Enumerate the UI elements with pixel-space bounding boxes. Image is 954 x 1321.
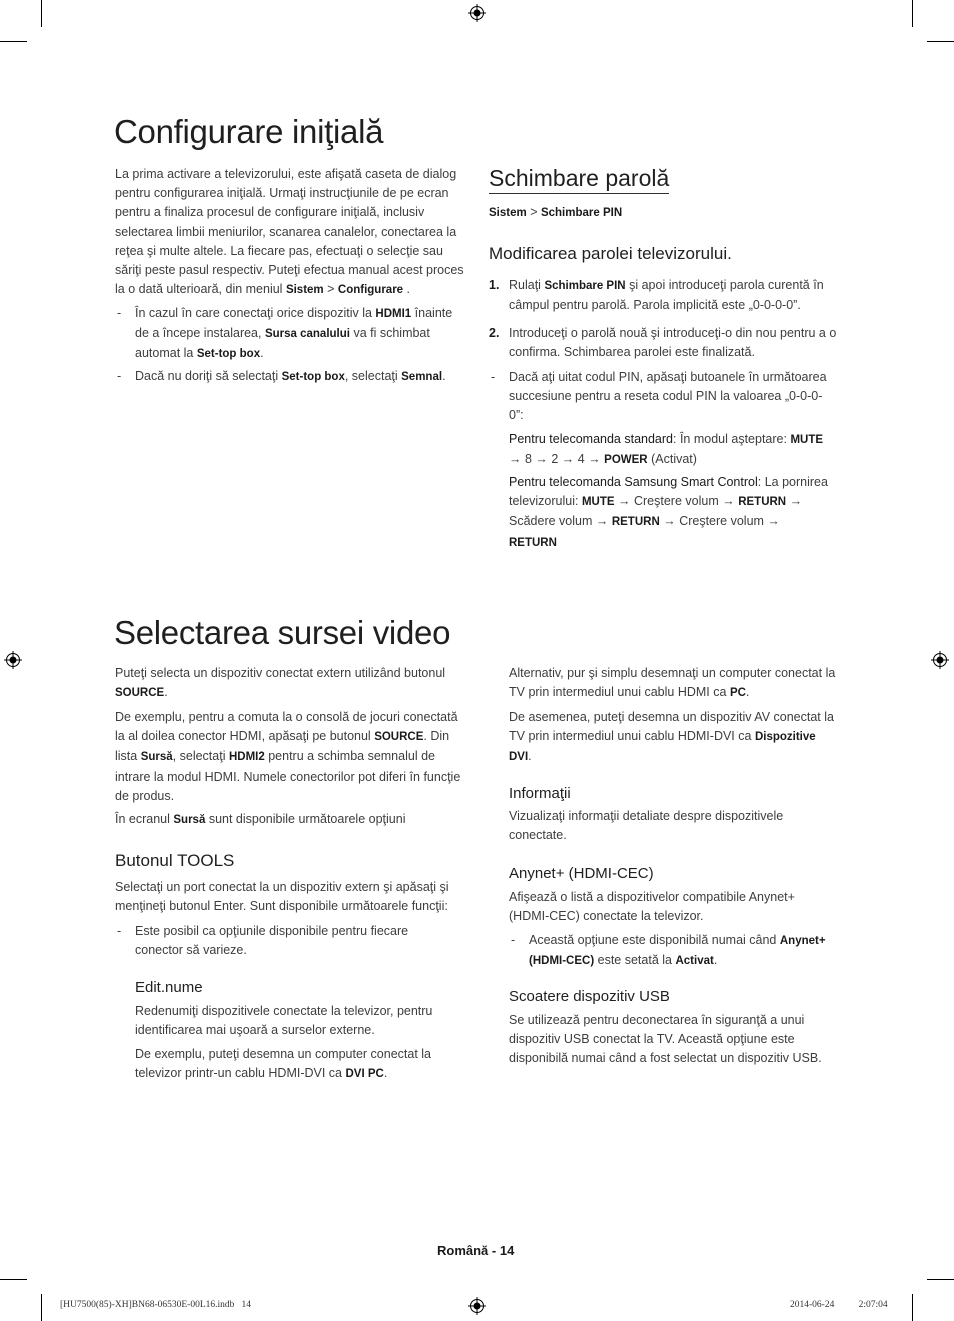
crop-mark bbox=[912, 1294, 913, 1321]
tools-note: - Este posibil ca opţiunile disponibile pentru fiecare conector să varieze. bbox=[117, 924, 409, 958]
usb-text: Se utilizează pentru deconectarea în siguranţă a unui dispozitiv USB conectat la TV. Această opţiune este disponibilă numai când a fost selectat un dispozitiv USB. bbox=[509, 1013, 822, 1066]
parola-standard-remote: Pentru telecomanda standard: În modul aşteptare: MUTE → 8 → 2 → 4 → POWER (Activat) bbox=[509, 432, 824, 467]
tools-title: Butonul TOOLS bbox=[115, 851, 235, 870]
usb-title: Scoatere dispozitiv USB bbox=[509, 988, 670, 1005]
info-text: Vizualizaţi informaţii detaliate despre dispozitivele conectate. bbox=[509, 809, 784, 843]
crop-mark bbox=[41, 1294, 42, 1321]
edit-p1: Redenumiţi dispozitivele conectate la televizor, pentru identificarea mai uşoară a surselor externe. bbox=[135, 1004, 433, 1038]
edit-p2: De exemplu, puteţi desemna un computer conectat la televizor printr-un cablu HDMI-DVI ca DVI PC. bbox=[135, 1047, 432, 1081]
registration-mark-icon bbox=[4, 651, 22, 669]
crop-mark bbox=[41, 0, 42, 27]
crop-mark bbox=[927, 1279, 954, 1280]
anynet-title: Anynet+ (HDMI-CEC) bbox=[509, 865, 654, 882]
anynet-text: Afişează o listă a dispozitivelor compatibile Anynet+ (HDMI-CEC) conectate la televizor. bbox=[509, 890, 795, 924]
parola-step-2: 2. Introduceţi o parolă nouă şi introduceţi-o din nou pentru a o confirma. Schimbarea parolei este finalizată. bbox=[489, 326, 837, 360]
print-slug-left: [HU7500(85)-XH]BN68-06530E-00L16.indb 14 bbox=[60, 1300, 252, 1310]
edit-title: Edit.nume bbox=[135, 979, 203, 996]
tools-text: Selectaţi un port conectat la un dispozitiv extern şi apăsaţi şi menţineţi butonul Enter. Sunt disponibile următoarele funcţii: bbox=[115, 880, 449, 914]
sursa-r1: Alternativ, pur şi simplu desemnaţi un computer conectat la TV prin intermediul unui cablu HDMI ca PC. bbox=[509, 666, 836, 700]
crop-mark bbox=[0, 1279, 27, 1280]
sursa-p3: În ecranul Sursă sunt disponibile următoarele opţiuni bbox=[115, 812, 406, 826]
crop-mark bbox=[912, 0, 913, 27]
sursa-title: Selectarea sursei video bbox=[114, 614, 451, 651]
parola-smart-remote: Pentru telecomanda Samsung Smart Control: La pornirea televizorului: MUTE → Creştere volum → RETURN → Scădere volum → RETURN → Creştere volum → RETURN bbox=[509, 475, 828, 549]
anynet-note: - Această opţiune este disponibilă numai când Anynet+ (HDMI-CEC) este setată la Activat. bbox=[511, 933, 826, 968]
sursa-p2: De exemplu, pentru a comuta la o consolă de jocuri conectată la al doilea conector HDMI, apăsaţi pe butonul SOURCE. Din lista Sursă, selectaţi HDMI2 pentru a schimba semnalul de intrare la modul HDMI. Numele conectorilor pot diferi în funcţie de produs. bbox=[115, 710, 461, 803]
parola-note: - Dacă aţi uitat codul PIN, apăsaţi butoanele în următoarea succesiune pentru a reseta codul PIN la valoarea „0-0-0-0”: bbox=[491, 370, 827, 423]
registration-mark-icon bbox=[468, 4, 486, 22]
config-note-settop: - Dacă nu doriţi să selectaţi Set-top box, selectaţi Semnal. bbox=[117, 369, 446, 383]
parola-subtitle: Modificarea parolei televizorului. bbox=[489, 244, 732, 263]
breadcrumb: Sistem > Schimbare PIN bbox=[489, 205, 623, 219]
parola-step-1: 1. Rulaţi Schimbare PIN şi apoi introduceţi parola curentă în câmpul pentru parolă. Parola implicită este „0-0-0-0”. bbox=[489, 278, 824, 313]
info-title: Informaţii bbox=[509, 785, 571, 802]
crop-mark bbox=[0, 41, 27, 42]
page-number: Română - 14 bbox=[437, 1243, 515, 1258]
sursa-p1: Puteţi selecta un dispozitiv conectat extern utilizând butonul SOURCE. bbox=[115, 666, 446, 700]
registration-mark-icon bbox=[468, 1297, 486, 1315]
crop-mark bbox=[927, 41, 954, 42]
registration-mark-icon bbox=[931, 651, 949, 669]
print-slug-right: 2014-06-24 ￿￿ 2:07:04 bbox=[790, 1300, 888, 1310]
parola-title: Schimbare parolă bbox=[489, 165, 669, 194]
config-title: Configurare iniţială bbox=[114, 113, 384, 150]
config-intro: La prima activare a televizorului, este afişată caseta de dialog pentru configurarea iniţială. Urmaţi instrucţiunile de pe ecran pentru a finaliza procesul de configurare iniţială, inclusiv selectarea limbii meniurilor, scanarea canalelor, conectarea la reţea şi multe altele. La fiecare pas, efectuaţi o selecţie sau săriţi peste pasul respectiv. Puteţi efectua manual acest proces la o dată ulterioară, din meniul Sistem > Configurare . bbox=[115, 167, 464, 297]
config-note-hdmi: - În cazul în care conectaţi orice dispozitiv la HDMI1 înainte de a începe instalarea, Sursa canalului va fi schimbat automat la Set-top box. bbox=[117, 306, 453, 361]
sursa-r2: De asemenea, puteţi desemna un dispozitiv AV conectat la TV prin intermediul unui cablu HDMI-DVI ca Dispozitive DVI. bbox=[509, 710, 834, 764]
